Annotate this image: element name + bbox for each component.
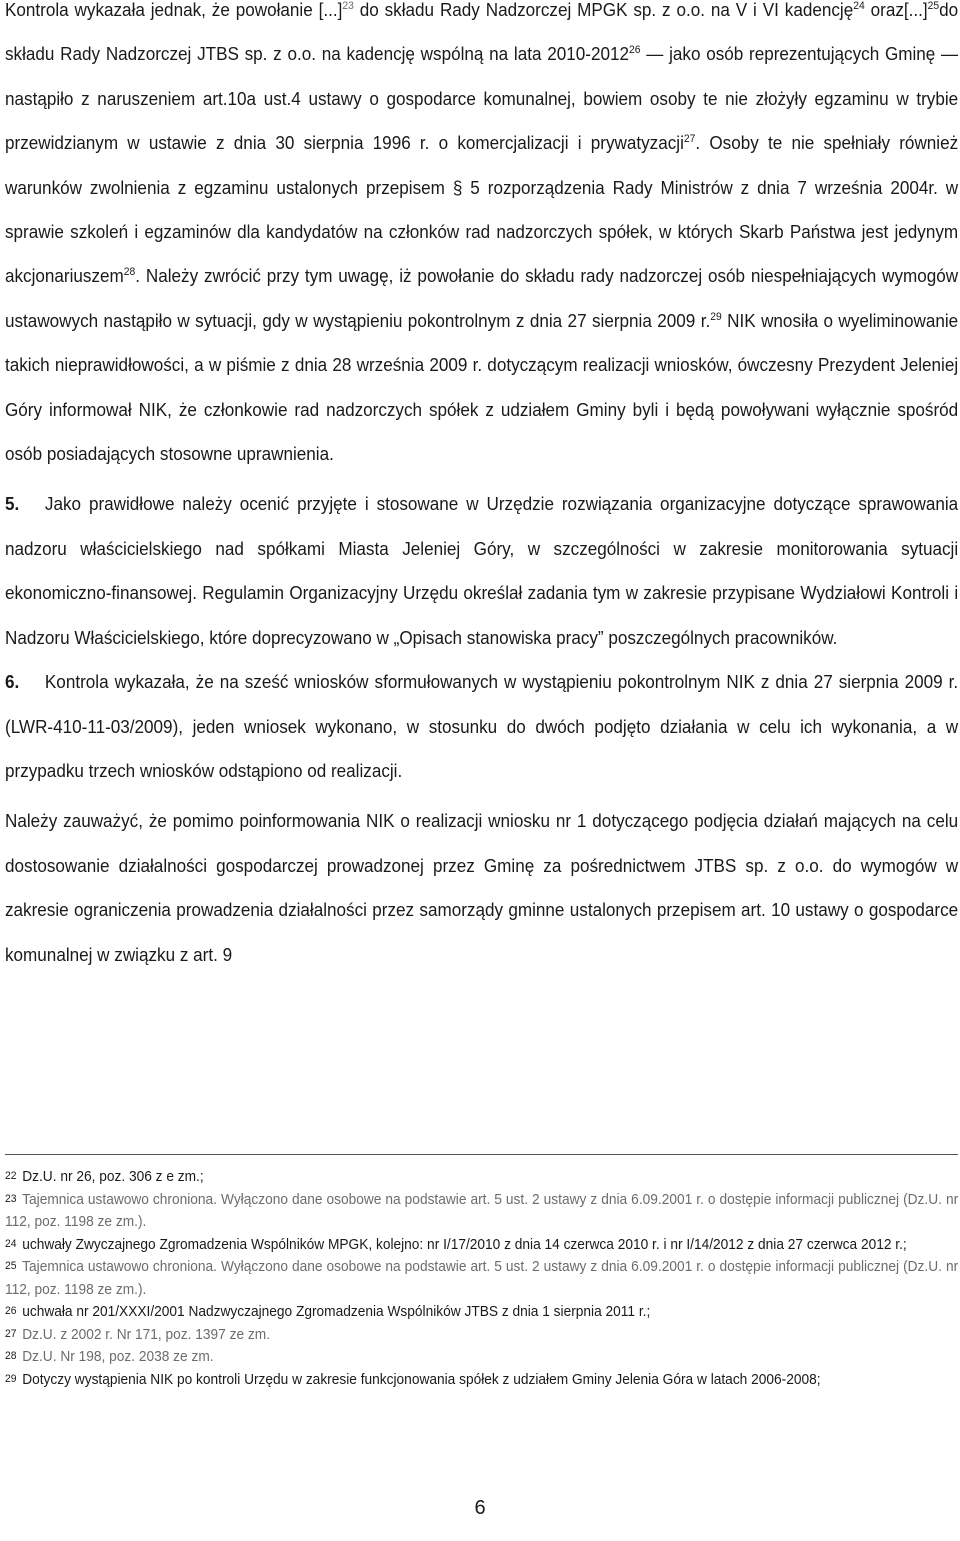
footnote-number: 28 <box>5 1350 17 1362</box>
body-text <box>5 0 958 977</box>
footnote-text: Dotyczy wystąpienia NIK po kontroli Urzędu w zakresie funkcjonowania spółek z udziałem Gminy Jelenia Góra w latach 2006-2008; <box>18 1371 821 1388</box>
text-segment: Kontrola wykazała, że na sześć wniosków sformułowanych w wystąpieniu pokontrolnym NIK z dnia 27 sierpnia 2009 r. (LWR-410-11-03/2009), jeden wniosek wykonano, w stosunku do dwóch podjęto działania w celu ich wykonania, a w przypadku trzech wniosków odstąpiono od realizacji. <box>5 672 959 781</box>
footnote-text: Dz.U. nr 26, poz. 306 z e zm.; <box>18 1169 204 1185</box>
text-segment: Jako prawidłowe należy ocenić przyjęte i stosowane w Urzędzie rozwiązania organizacyjne dotyczące sprawowania nadzoru właścicielskiego nad spółkami Miasta Jeleniej Góry, w szczególności w zakresie monitorowania sytuacji ekonomiczno-finansowej. Regulamin Organizacyjny Urzędu określał zadania tym w zakresie przypisane Wydziałowi Kontroli i Nadzoru Właścicielskiego, które doprecyzowano w „Opisach stanowiska pracy” poszczególnych pracowników. <box>5 494 959 648</box>
paragraph-intro <box>5 0 958 476</box>
footnote-25 <box>5 1256 958 1301</box>
footnote-ref: 27 <box>683 133 696 146</box>
paragraph-number: 5. <box>5 494 20 515</box>
footnote-ref: 26 <box>628 44 641 57</box>
page-number: 6 <box>474 1497 486 1519</box>
footnote-28 <box>5 1346 958 1369</box>
footnote-ref: 23 <box>342 0 354 12</box>
text-segment: . Osoby te nie spełniały również warunków zwolnienia z egzaminu ustalonych przepisem § 5 rozporządzenia Rady Ministrów z dnia 7 września 2004r. w sprawie szkoleń i egzaminów dla kandydatów na członków rad nadzorczych spółek, w których Skarb Państwa jest jedynym akcjonariuszem <box>5 133 959 287</box>
text-segment: . Należy zwrócić przy tym uwagę, iż powołanie do składu rady nadzorczej osób niespełniających wymogów ustawowych nastąpiło w sytuacji, gdy w wystąpieniu pokontrolnym z dnia 27 sierpnia 2009 r. <box>5 266 959 331</box>
footnote-text: Tajemnica ustawowo chroniona. Wyłączono dane osobowe na podstawie art. 5 ust. 2 ustawy z dnia 6.09.2001 r. o dostępie informacji publicznej (Dz.U. nr 112, poz. 1198 ze zm.). <box>5 1259 959 1298</box>
footnote-number: 29 <box>5 1372 17 1385</box>
footnote-number: 24 <box>5 1237 17 1250</box>
text-segment: Kontrola wykazała jednak, że powołanie [...] <box>5 0 343 20</box>
footnote-ref: 28 <box>123 266 136 279</box>
document-page <box>5 0 958 977</box>
paragraph-6 <box>5 660 958 793</box>
footnote-text: Dz.U. Nr 198, poz. 2038 ze zm. <box>18 1349 214 1365</box>
footnote-26 <box>5 1301 958 1324</box>
footnote-23 <box>5 1189 958 1234</box>
footnote-ref: 25 <box>927 0 940 12</box>
footnote-text: Tajemnica ustawowo chroniona. Wyłączono dane osobowe na podstawie art. 5 ust. 2 ustawy z dnia 6.09.2001 r. o dostępie informacji publicznej (Dz.U. nr 112, poz. 1198 ze zm.). <box>5 1191 959 1230</box>
footnote-number: 22 <box>5 1170 17 1182</box>
text-segment: Należy zauważyć, że pomimo poinformowania NIK o realizacji wniosku nr 1 dotyczącego podjęcia działań mających na celu dostosowanie działalności gospodarczej prowadzonej przez Gminę za pośrednictwem JTBS sp. z o.o. do wymogów w zakresie ograniczenia prowadzenia działalności przez samorządy gminne ustalonych przepisem art. 10 ustawy o gospodarce komunalnej w związku z art. 9 <box>5 811 959 965</box>
footnote-29 <box>5 1369 958 1392</box>
footnote-text: uchwały Zwyczajnego Zgromadzenia Wspólników MPGK, kolejno: nr I/17/2010 z dnia 14 czerwca 2010 r. i nr I/14/2012 z dnia 27 czerwca 2012 r.; <box>18 1236 907 1253</box>
paragraph-5 <box>5 482 958 660</box>
footnote-ref: 29 <box>710 310 722 323</box>
footnote-number: 23 <box>5 1192 17 1205</box>
footnote-ref: 24 <box>853 0 865 12</box>
footnote-number: 26 <box>5 1305 17 1317</box>
footnote-text: uchwała nr 201/XXXI/2001 Nadzwyczajnego Zgromadzenia Wspólników JTBS z dnia 1 sierpnia 2011 r.; <box>18 1304 651 1320</box>
footnote-22 <box>5 1166 958 1189</box>
text-segment: oraz[...] <box>864 0 928 20</box>
text-segment: do składu Rady Nadzorczej MPGK sp. z o.o. na V i VI kadencję <box>353 0 854 20</box>
footnote-separator <box>5 1154 958 1155</box>
text-segment: do składu Rady Nadzorczej JTBS sp. z o.o. na kadencję wspólną na lata 2010-2012 <box>5 0 959 65</box>
text-segment: — jako osób reprezentujących Gminę — nastąpiło z naruszeniem art.10a ust.4 ustawy o gospodarce komunalnej, bowiem osoby te nie złożyły egzaminu w trybie przewidzianym w ustawie z dnia 30 sierpnia 1996 r. o komercjalizacji i prywatyzacji <box>5 44 959 154</box>
text-segment: NIK wnosiła o wyeliminowanie takich nieprawidłowości, a w piśmie z dnia 28 września 2009 r. dotyczącym realizacji wniosków, ówczesny Prezydent Jeleniej Góry informował NIK, że członkowie rad nadzorczych spółek z udziałem Gminy byli i będą powoływani wyłącznie spośród osób posiadających stosowne uprawnienia. <box>5 310 959 465</box>
footnote-27 <box>5 1324 958 1347</box>
footnote-24 <box>5 1234 958 1257</box>
footnote-number: 27 <box>5 1327 17 1340</box>
paragraph-number: 6. <box>5 672 20 693</box>
footnote-number: 25 <box>5 1260 17 1272</box>
paragraph-note <box>5 799 958 977</box>
footnote-text: Dz.U. z 2002 r. Nr 171, poz. 1397 ze zm. <box>18 1326 271 1343</box>
footnotes <box>5 1166 958 1391</box>
